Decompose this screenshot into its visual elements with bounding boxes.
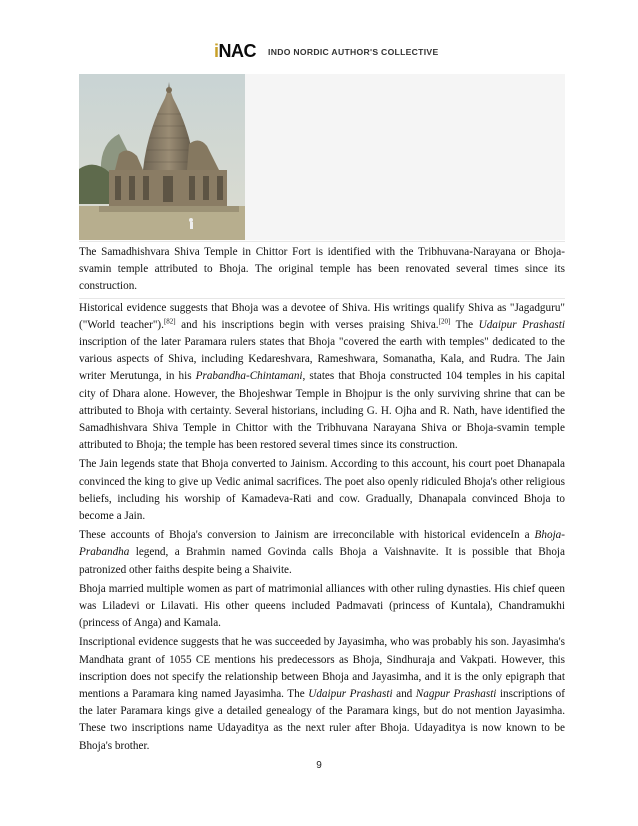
paragraph-queens: Bhoja married multiple women as part of matrimonial alliances with other ruling dynasties. His chief queen was Liladevi or Lilavati. His other queens included Padmavati (princess of Kuntala), Chandramukhi (princess of Anga) and Kamala. bbox=[79, 582, 565, 630]
temple-photo-icon bbox=[79, 74, 245, 240]
paragraph-jain-legends: The Jain legends state that Bhoja converted to Jainism. According to this account, his court poet Dhanapala convinced the king to give up Vedic animal sacrifices. The poet also openly ridiculed Bhoja's other religious beliefs, including his worship of Kamadeva-Rati and cow. Gradually, Dhanapala convinced Bhoja to become a Jain. bbox=[79, 458, 565, 523]
paragraph-succession: Inscriptional evidence suggests that he was succeeded by Jayasimha, who was probably his son. Jayasimha's Mandhata grant of 1055 CE mentions his predecessors as Bhoja, Sindhuraja and Vakpati. However, this inscription does not specify the relationship between Bhoja and Jayasimha, and it is the only epigraph that mentions a Paramara king named Jayasimha. The Udaipur Prashasti and Nagpur Prashasti inscriptions of the later Paramara kings give a detailed genealogy of the Paramara kings, but do not mention Jayasimha. These two inscriptions name Udayaditya as the next ruler after Bhoja. Udayaditya is now known to be Bhoja's brother. bbox=[79, 636, 566, 752]
image-caption: The Samadhishvara Shiva Temple in Chittor Fort is identified with the Tribhuvana-Narayana or Bhoja-svamin temple attributed to Bhoja. The original temple has been renovated several times since its construction. bbox=[79, 246, 565, 293]
paragraph-conversion-accounts: These accounts of Bhoja's conversion to Jainism are irreconcilable with historical evidenceIn a Bhoja-Prabandha legend, a Brahmin named Govinda calls Bhoja a Vaishnavite. It is possible that Bhoja patronized other faiths despite being a Shaivite. bbox=[79, 529, 565, 576]
paragraph-shiva-devotion: Historical evidence suggests that Bhoja was a devotee of Shiva. His writings qualify Shiva as "Jagadguru" ("World teacher").[82] and his inscriptions begin with verses praising Shiva.[20] The Udaipur Prashasti inscription of the later Paramara rulers states that Bhoja "covered the earth with temples" dedicated to the various aspects of Shiva, including Kedareshvara, Rameshwara, Somanatha, Kala, and Rudra. The Jain writer Merutunga, in his Prabandha-Chintamani, states that Bhoja constructed 104 temples in his capital city of Dhara alone. However, the Bhojeshwar Temple in Bhojpur is the only surviving shrine that can be attributed to Bhoja with certainty. Several historians, including G. H. Ojha and R. Nath, have identified the Samadhishvara Shiva Temple in Chittor with the Tribhuvana Narayana Shiva or Bhoja-svamin temple attributed to Bhoja; the temple has been restored several times since its construction. bbox=[79, 301, 566, 452]
document-body bbox=[79, 244, 565, 757]
page-number: 9 bbox=[316, 760, 322, 771]
image-band bbox=[79, 74, 565, 240]
publisher-header bbox=[0, 38, 638, 68]
caption-divider bbox=[79, 241, 565, 242]
inac-logo: iNAC bbox=[214, 41, 257, 61]
publisher-name: INDO NORDIC AUTHOR'S COLLECTIVE bbox=[268, 47, 439, 57]
caption-bottom-divider bbox=[79, 298, 565, 299]
